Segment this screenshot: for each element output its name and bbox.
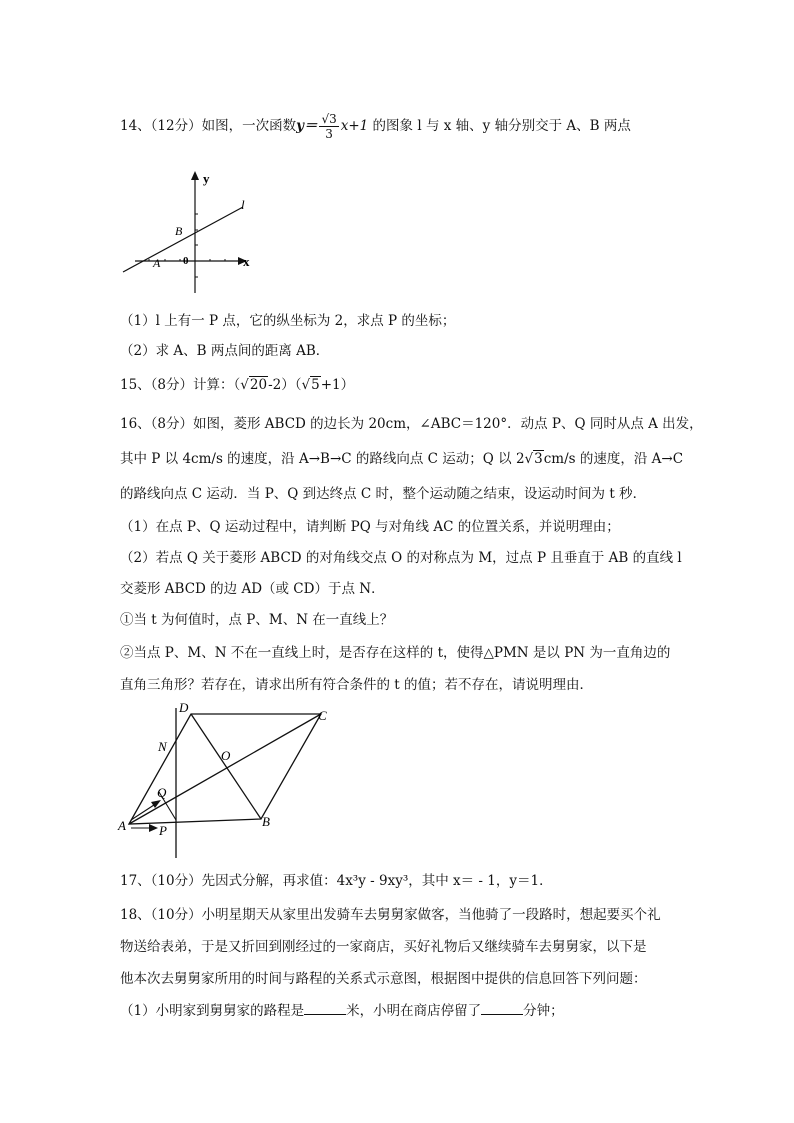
- q15-r2: 5: [311, 377, 320, 393]
- diagonal-ac: [129, 714, 321, 824]
- label-Q: Q: [157, 785, 167, 800]
- arrow-q: [131, 803, 157, 820]
- q15-line: [120, 375, 354, 395]
- label-A: A: [153, 256, 161, 270]
- q18-l4a: （1）小明家到舅舅家的路程是: [120, 1003, 305, 1019]
- q16-line1: 16、（8分）如图，菱形 ABCD 的边长为 20cm，∠ABC＝120°．动点 P、Q 同时从点 A 出发，: [120, 416, 703, 432]
- q17-line: 17、（10分）先因式分解，再求值：4x³y - 9xy³，其中 x＝ - 1，y＝1．: [120, 873, 553, 889]
- label-y: y: [203, 171, 210, 186]
- answer-blank-distance[interactable]: [304, 1000, 346, 1015]
- q14-sub1: （1）l 上有一 P 点，它的纵坐标为 2，求点 P 的坐标；: [120, 313, 456, 329]
- q18-l4b: 米，小明在商店停留了: [346, 1003, 482, 1019]
- q18-line3: 他本次去舅舅家所用的时间与路程的关系式示意图，根据图中提供的信息回答下列问题：: [120, 971, 647, 987]
- q16-line6: 交菱形 ABCD 的边 AD（或 CD）于点 N．: [120, 581, 385, 597]
- q16-line3: 的路线向点 C 运动．当 P、Q 到达终点 C 时，整个运动随之结束，设运动时间为 t 秒．: [120, 486, 647, 502]
- q16-l2a: 其中 P 以 4cm/s 的速度，沿 A→B→C 的路线向点 C 运动；Q 以 2: [120, 451, 525, 467]
- q14-lead: 14、（12分）如图，一次函数: [120, 118, 297, 134]
- q16-l2r: 3: [534, 451, 543, 467]
- q18-line1: 18、（10分）小明星期天从家里出发骑车去舅舅家做客，当他骑了一段路时，想起要买个礼: [120, 907, 661, 923]
- q14-xterm: x+1: [340, 118, 369, 134]
- q16-line9: 直角三角形？若存在，请求出所有符合条件的 t 的值；若不存在，请说明理由．: [120, 677, 594, 693]
- label-O: O: [221, 748, 231, 763]
- diagonal-bd: [191, 714, 261, 819]
- answer-blank-minutes[interactable]: [481, 1000, 523, 1015]
- q14-figure: [115, 165, 265, 305]
- q14-sub2: （2）求 A、B 两点间的距离 AB．: [120, 343, 330, 359]
- label-C: C: [318, 708, 327, 723]
- label-N: N: [158, 739, 167, 754]
- q15-sqrt1: √20: [240, 377, 268, 393]
- q18-l4c: 分钟；: [523, 1003, 564, 1019]
- label-A: A: [118, 818, 126, 833]
- q15-lead: 15、（8分）计算：（: [120, 377, 241, 393]
- q18-line2: 物送给表弟，于是又折回到刚经过的一家商店，买好礼物后又继续骑车去舅舅家，以下是: [120, 939, 647, 955]
- label-B: B: [262, 814, 270, 829]
- y-axis-arrow: [191, 171, 199, 180]
- label-O: 0: [183, 255, 189, 267]
- q16-line7: ①当 t 为何值时，点 P、M、N 在一直线上？: [120, 612, 394, 628]
- q18-line4: [120, 1000, 564, 1021]
- label-l: l: [241, 197, 245, 212]
- q16-sqrt3: √3: [524, 451, 543, 467]
- q15-end: +1）: [320, 377, 355, 393]
- q16-line5: （2）若点 Q 关于菱形 ABCD 的对角线交点 O 的对称点为 M，过点 P 且垂直于 AB 的直线 l: [120, 550, 682, 566]
- q14-yeq: y＝: [296, 118, 318, 134]
- label-B: B: [175, 224, 183, 238]
- q16-l2b: cm/s 的速度，沿 A→C: [543, 451, 684, 467]
- q15-sqrt2: √5: [301, 377, 320, 393]
- q14-title: [120, 112, 631, 141]
- label-D: D: [179, 700, 189, 715]
- q15-r1: 20: [249, 377, 268, 393]
- arrow-p-head: [149, 824, 158, 832]
- q16-line8: ②当点 P、M、N 不在一直线上时，是否存在这样的 t，使得△PMN 是以 PN 为一直角边的: [120, 645, 671, 661]
- q16-rhombus-figure: [115, 700, 345, 860]
- label-P: P: [159, 823, 167, 838]
- q15-mid: -2）（: [268, 377, 302, 393]
- q14-fraction: [319, 112, 338, 141]
- q16-line2: [120, 449, 683, 469]
- q14-frac-den: 3: [325, 127, 333, 141]
- label-x: x: [243, 254, 250, 269]
- q14-tail: 的图象 l 与 x 轴、y 轴分别交于 A、B 两点: [368, 118, 631, 134]
- q14-frac-num: √3: [321, 112, 337, 126]
- q16-line4: （1）在点 P、Q 运动过程中，请判断 PQ 与对角线 AC 的位置关系，并说明理由；: [120, 519, 620, 535]
